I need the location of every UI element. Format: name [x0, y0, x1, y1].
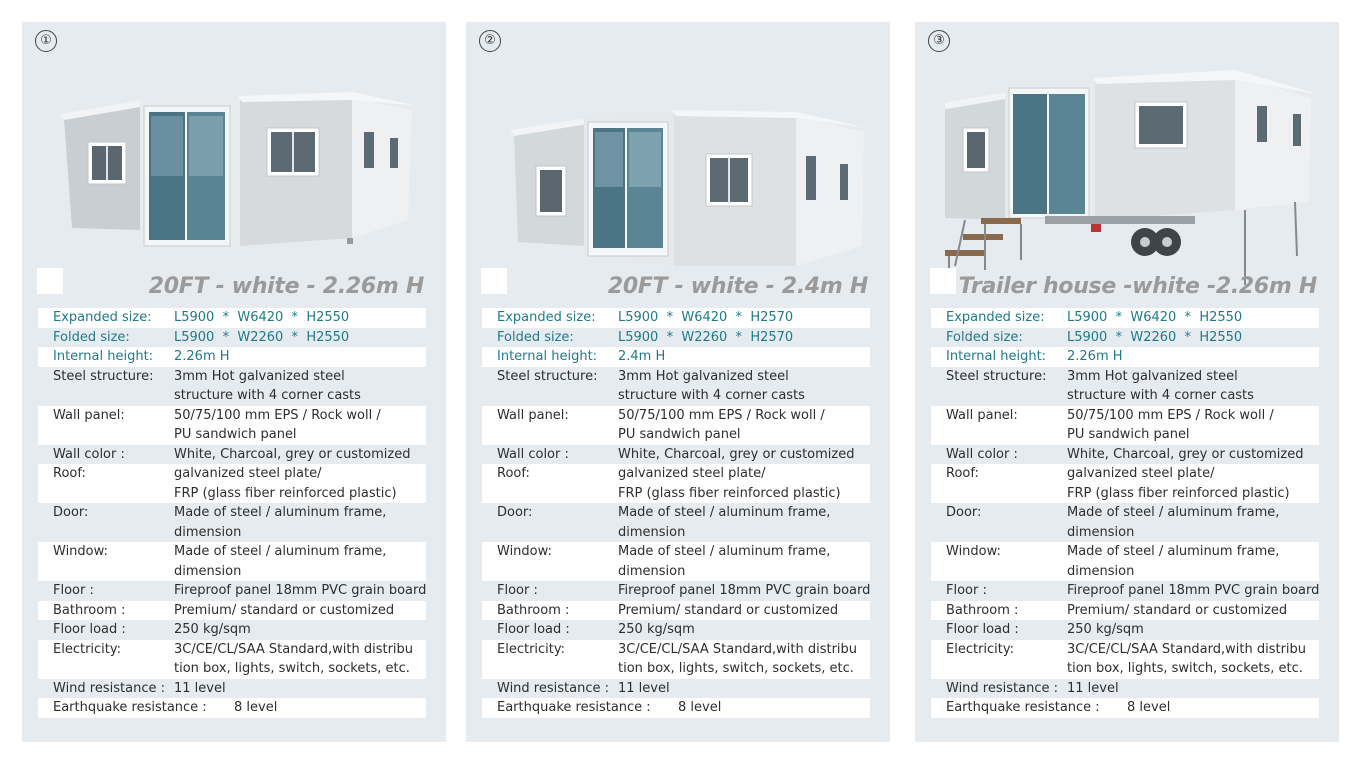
- spec-row-steel-structure: [482, 367, 870, 406]
- spec-value: 8 level: [1127, 700, 1171, 715]
- spec-row-steel-structure: [38, 367, 426, 406]
- spec-value: 50/75/100 mm EPS / Rock woll /: [618, 407, 825, 423]
- spec-value: 11 level: [1067, 680, 1119, 696]
- spec-label: Earthquake resistance :: [53, 700, 207, 715]
- spec-row-door: [482, 503, 870, 542]
- spec-value: L5900 * W2260 * H2550: [174, 329, 350, 345]
- spec-label: Steel structure:: [946, 368, 1047, 384]
- spec-label: Floor :: [53, 583, 94, 598]
- spec-row-internal-height: [931, 347, 1319, 367]
- spec-label: Wind resistance :: [946, 680, 1058, 696]
- card-title: 20FT - white - 2.4m H: [607, 274, 868, 299]
- spec-value: dimension: [1067, 563, 1135, 579]
- spec-row-earthquake-resistance: [482, 698, 870, 718]
- spec-value: structure with 4 corner casts: [618, 388, 805, 403]
- spec-value: 3mm Hot galvanized steel: [618, 368, 789, 384]
- spec-row-expanded-size: [38, 308, 426, 328]
- spec-row-bathroom: [931, 601, 1319, 621]
- spec-value: Made of steel / aluminum frame,: [174, 505, 387, 520]
- spec-label: Wall panel:: [53, 407, 125, 423]
- spec-row-internal-height: [38, 347, 426, 367]
- spec-value: Made of steel / aluminum frame,: [1067, 505, 1280, 520]
- spec-row-floor: [482, 581, 870, 601]
- spec-value: L5900 * W2260 * H2550: [1067, 329, 1243, 345]
- spec-value: White, Charcoal, grey or customized: [1067, 446, 1304, 462]
- spec-value: 50/75/100 mm EPS / Rock woll /: [1067, 407, 1274, 423]
- spec-row-wind-resistance: [38, 679, 426, 699]
- spec-value: PU sandwich panel: [618, 427, 741, 442]
- spec-value: L5900 * W2260 * H2570: [618, 329, 794, 345]
- spec-row-internal-height: [482, 347, 870, 367]
- spec-value: 250 kg/sqm: [1067, 622, 1144, 637]
- spec-label: Floor load :: [946, 622, 1019, 637]
- spec-label: Wall color :: [497, 446, 569, 462]
- spec-label: Door:: [497, 505, 533, 520]
- spec-label: Floor :: [946, 583, 987, 598]
- product-card-2: [466, 22, 890, 742]
- card-number: ②: [479, 30, 501, 52]
- spec-row-window: [931, 542, 1319, 581]
- spec-value: Premium/ standard or customized: [1067, 602, 1288, 618]
- spec-value: 2.26m H: [1067, 349, 1123, 364]
- spec-table: [931, 308, 1319, 718]
- spec-label: Folded size:: [53, 329, 130, 345]
- badge-square: [481, 268, 507, 294]
- spec-row-electricity: [38, 640, 426, 679]
- spec-value: PU sandwich panel: [174, 427, 297, 442]
- spec-value: FRP (glass fiber reinforced plastic): [618, 485, 841, 501]
- spec-row-bathroom: [38, 601, 426, 621]
- spec-row-electricity: [482, 640, 870, 679]
- house-photo-20ft-white-226: [52, 70, 422, 285]
- spec-label: Internal height:: [497, 349, 598, 364]
- spec-row-floor-load: [482, 620, 870, 640]
- spec-label: Roof:: [497, 466, 530, 481]
- product-card-1: [22, 22, 446, 742]
- spec-row-floor-load: [931, 620, 1319, 640]
- spec-row-steel-structure: [931, 367, 1319, 406]
- card-title: 20FT - white - 2.26m H: [148, 274, 424, 299]
- spec-value: L5900 * W6420 * H2570: [618, 310, 794, 325]
- spec-value: 3mm Hot galvanized steel: [174, 368, 345, 384]
- spec-label: Roof:: [946, 466, 979, 481]
- spec-value: Made of steel / aluminum frame,: [174, 544, 387, 559]
- spec-row-wall-panel: [482, 406, 870, 445]
- spec-label: Expanded size:: [53, 310, 152, 325]
- spec-row-wall-color: [931, 445, 1319, 465]
- spec-label: Bathroom :: [946, 602, 1019, 618]
- spec-value: White, Charcoal, grey or customized: [618, 446, 855, 462]
- spec-value: Fireproof panel 18mm PVC grain board: [1067, 583, 1320, 598]
- spec-value: tion box, lights, switch, sockets, etc.: [1067, 661, 1303, 676]
- spec-row-wall-panel: [38, 406, 426, 445]
- spec-value: FRP (glass fiber reinforced plastic): [174, 485, 397, 501]
- spec-value: Premium/ standard or customized: [618, 602, 839, 618]
- spec-value: 3C/CE/CL/SAA Standard,with distribu: [174, 641, 414, 657]
- spec-value: 11 level: [618, 680, 670, 696]
- spec-value: galvanized steel plate/: [618, 466, 766, 481]
- spec-row-roof: [931, 464, 1319, 503]
- spec-label: Wind resistance :: [53, 680, 165, 696]
- spec-value: Made of steel / aluminum frame,: [618, 544, 831, 559]
- spec-value: dimension: [1067, 524, 1135, 540]
- spec-value: Fireproof panel 18mm PVC grain board: [618, 583, 871, 598]
- spec-label: Floor :: [497, 583, 538, 598]
- badge-square: [37, 268, 63, 294]
- trailer-house-photo: [945, 70, 1315, 285]
- spec-row-bathroom: [482, 601, 870, 621]
- spec-value: Premium/ standard or customized: [174, 602, 395, 618]
- spec-label: Door:: [53, 505, 89, 520]
- spec-value: 8 level: [234, 700, 278, 715]
- spec-label: Wind resistance :: [497, 680, 609, 696]
- spec-label: Floor load :: [53, 622, 126, 637]
- spec-value: dimension: [174, 563, 242, 579]
- spec-label: Electricity:: [497, 641, 566, 657]
- spec-row-wind-resistance: [931, 679, 1319, 699]
- spec-row-earthquake-resistance: [931, 698, 1319, 718]
- spec-label: Folded size:: [946, 329, 1023, 345]
- spec-row-roof: [38, 464, 426, 503]
- spec-label: Bathroom :: [53, 602, 126, 618]
- spec-value: 11 level: [174, 680, 226, 696]
- spec-value: structure with 4 corner casts: [174, 388, 361, 403]
- spec-value: tion box, lights, switch, sockets, etc.: [618, 661, 854, 676]
- spec-label: Bathroom :: [497, 602, 570, 618]
- spec-value: Made of steel / aluminum frame,: [1067, 544, 1280, 559]
- spec-value: 3mm Hot galvanized steel: [1067, 368, 1238, 384]
- spec-value: 3C/CE/CL/SAA Standard,with distribu: [618, 641, 858, 657]
- spec-row-folded-size: [931, 328, 1319, 348]
- spec-value: 3C/CE/CL/SAA Standard,with distribu: [1067, 641, 1307, 657]
- spec-value: 2.4m H: [618, 349, 666, 364]
- spec-value: 8 level: [678, 700, 722, 715]
- badge-square: [930, 268, 956, 294]
- spec-value: Made of steel / aluminum frame,: [618, 505, 831, 520]
- spec-value: L5900 * W6420 * H2550: [1067, 310, 1243, 325]
- spec-row-wall-panel: [931, 406, 1319, 445]
- spec-label: Wall panel:: [946, 407, 1018, 423]
- spec-row-folded-size: [482, 328, 870, 348]
- spec-row-window: [38, 542, 426, 581]
- card-number: ①: [35, 30, 57, 52]
- spec-row-floor: [38, 581, 426, 601]
- spec-row-earthquake-resistance: [38, 698, 426, 718]
- card-title: Trailer house -white -2.26m H: [958, 274, 1317, 299]
- spec-label: Internal height:: [53, 349, 154, 364]
- spec-value: 2.26m H: [174, 349, 230, 364]
- spec-row-floor-load: [38, 620, 426, 640]
- spec-row-window: [482, 542, 870, 581]
- spec-label: Floor load :: [497, 622, 570, 637]
- spec-label: Steel structure:: [53, 368, 154, 384]
- spec-label: Window:: [497, 544, 552, 559]
- spec-row-wall-color: [482, 445, 870, 465]
- spec-label: Roof:: [53, 466, 86, 481]
- spec-label: Wall color :: [946, 446, 1018, 462]
- spec-table: [38, 308, 426, 718]
- spec-label: Window:: [946, 544, 1001, 559]
- spec-value: structure with 4 corner casts: [1067, 388, 1254, 403]
- spec-label: Electricity:: [946, 641, 1015, 657]
- spec-value: 250 kg/sqm: [618, 622, 695, 637]
- spec-label: Expanded size:: [497, 310, 596, 325]
- spec-row-electricity: [931, 640, 1319, 679]
- spec-value: White, Charcoal, grey or customized: [174, 446, 411, 462]
- spec-label: Expanded size:: [946, 310, 1045, 325]
- house-photo-20ft-white-24: [496, 70, 866, 285]
- spec-value: L5900 * W6420 * H2550: [174, 310, 350, 325]
- spec-row-roof: [482, 464, 870, 503]
- spec-label: Folded size:: [497, 329, 574, 345]
- spec-label: Earthquake resistance :: [497, 700, 651, 715]
- product-card-3: [915, 22, 1339, 742]
- spec-label: Wall color :: [53, 446, 125, 462]
- spec-table: [482, 308, 870, 718]
- spec-value: PU sandwich panel: [1067, 427, 1190, 442]
- spec-label: Wall panel:: [497, 407, 569, 423]
- spec-value: dimension: [618, 524, 686, 540]
- spec-row-door: [931, 503, 1319, 542]
- spec-value: dimension: [618, 563, 686, 579]
- spec-label: Steel structure:: [497, 368, 598, 384]
- spec-row-expanded-size: [482, 308, 870, 328]
- spec-value: dimension: [174, 524, 242, 540]
- spec-row-floor: [931, 581, 1319, 601]
- spec-value: galvanized steel plate/: [1067, 466, 1215, 481]
- spec-value: galvanized steel plate/: [174, 466, 322, 481]
- spec-label: Earthquake resistance :: [946, 700, 1100, 715]
- spec-value: Fireproof panel 18mm PVC grain board: [174, 583, 427, 598]
- spec-value: FRP (glass fiber reinforced plastic): [1067, 485, 1290, 501]
- spec-row-wind-resistance: [482, 679, 870, 699]
- spec-label: Window:: [53, 544, 108, 559]
- spec-value: tion box, lights, switch, sockets, etc.: [174, 661, 410, 676]
- spec-value: 50/75/100 mm EPS / Rock woll /: [174, 407, 381, 423]
- spec-row-expanded-size: [931, 308, 1319, 328]
- spec-label: Internal height:: [946, 349, 1047, 364]
- spec-label: Door:: [946, 505, 982, 520]
- spec-row-door: [38, 503, 426, 542]
- spec-row-folded-size: [38, 328, 426, 348]
- spec-row-wall-color: [38, 445, 426, 465]
- card-number: ③: [928, 30, 950, 52]
- spec-value: 250 kg/sqm: [174, 622, 251, 637]
- spec-label: Electricity:: [53, 641, 122, 657]
